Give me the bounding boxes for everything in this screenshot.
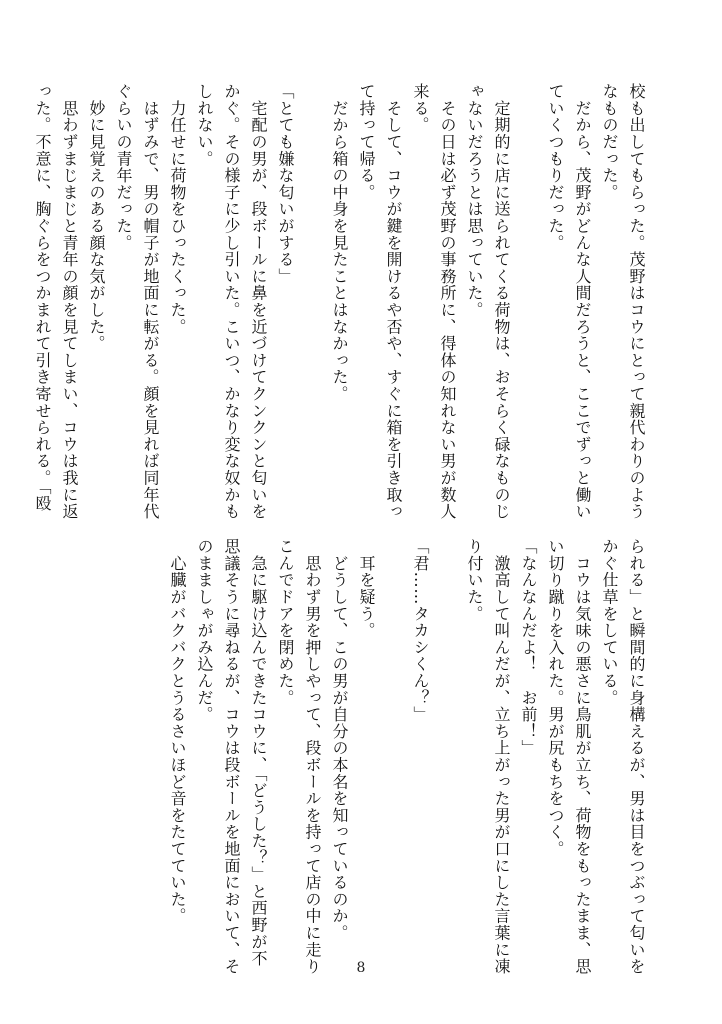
- text-column: 激高して叫んだが、立ち上がった男が口にした言葉に凍: [492, 538, 511, 975]
- text-column: 宅配の男が、段ボールに鼻を近づけてクンクンと匂いを: [249, 83, 268, 520]
- dialogue-column: 「なんなんだよ！ お前！」: [519, 538, 538, 757]
- blank-column: [434, 538, 461, 978]
- text-column: られる」と瞬間的に身構えるが、男は目をつぶって匂いを: [627, 538, 646, 975]
- text-column: 定期的に店に送られてくる荷物は、おそらく碌なものじ: [492, 83, 511, 520]
- text-column: かぐ。その様子に少し引いた。こいつ、かなり変な奴かも: [222, 83, 241, 520]
- text-column: 思議そうに尋ねるが、コウは段ボールを地面において、そ: [222, 538, 241, 975]
- text-column: 校も出してもらった。茂野はコウにとって親代わりのよう: [627, 83, 646, 520]
- page-number: 8: [356, 960, 366, 976]
- text-column: 力任せに荷物をひったくった。: [168, 83, 187, 335]
- dialogue-column: 「君……タカシくん？」: [411, 538, 430, 723]
- text-column: そして、コウが鍵を開けるや否や、すぐに箱を引き取っ: [384, 83, 403, 520]
- text-column: はずみで、男の帽子が地面に転がる。顔を見れば同年代: [141, 83, 160, 520]
- text-column: ゃないだろうとは思っていた。: [465, 83, 484, 319]
- text-column: こんでドアを閉めた。: [276, 538, 295, 706]
- text-column: ぐらいの青年だった。: [114, 83, 133, 251]
- text-column: コウは気味の悪さに鳥肌が立ち、荷物をもったまま、思: [573, 538, 592, 975]
- text-column: 急に駆け込んできたコウに、「どうした？」と西野が不: [249, 538, 268, 967]
- text-column: った。不意に、胸ぐらをつかまれて引き寄せられる。「殴: [33, 83, 52, 512]
- text-column: 思わず男を押しやって、段ボールを持って店の中に走り: [303, 538, 322, 975]
- text-column: なものだった。: [600, 83, 619, 201]
- text-column: 耳を疑う。: [357, 538, 376, 639]
- text-column: り付いた。: [465, 538, 484, 622]
- blank-column: [299, 83, 326, 513]
- text-block-bottom: [164, 538, 650, 978]
- text-column: だから箱の中身を見たことはなかった。: [330, 83, 349, 403]
- text-column: 心臓がバクバクとうるさいほど音をたてていた。: [168, 538, 187, 925]
- blank-column: [515, 83, 542, 513]
- dialogue-column: 「とても嫌な匂いがする」: [276, 83, 295, 285]
- text-column: かぐ仕草をしている。: [600, 538, 619, 706]
- text-column: だから、茂野がどんな人間だろうと、ここでずっと働い: [573, 83, 592, 520]
- text-column: しれない。: [195, 83, 214, 167]
- text-column: のまましゃがみ込んだ。: [195, 538, 214, 723]
- text-column: 思わずまじまじと青年の顔を見てしまい、コウは我に返: [60, 83, 79, 520]
- blank-column: [380, 538, 407, 978]
- text-block-top: [29, 83, 650, 520]
- text-column: 妙に見覚えのある顔な気がした。: [87, 83, 106, 352]
- text-column: どうして、この男が自分の本名を知っているのか。: [330, 538, 349, 942]
- text-column: ていくつもりだった。: [546, 83, 565, 251]
- text-column: その日は必ず茂野の事務所に、得体の知れない男が数人: [438, 83, 457, 520]
- text-column: 来る。: [411, 83, 430, 134]
- text-column: い切り蹴りを入れた。男が尻もちをつく。: [546, 538, 565, 858]
- text-column: て持って帰る。: [357, 83, 376, 201]
